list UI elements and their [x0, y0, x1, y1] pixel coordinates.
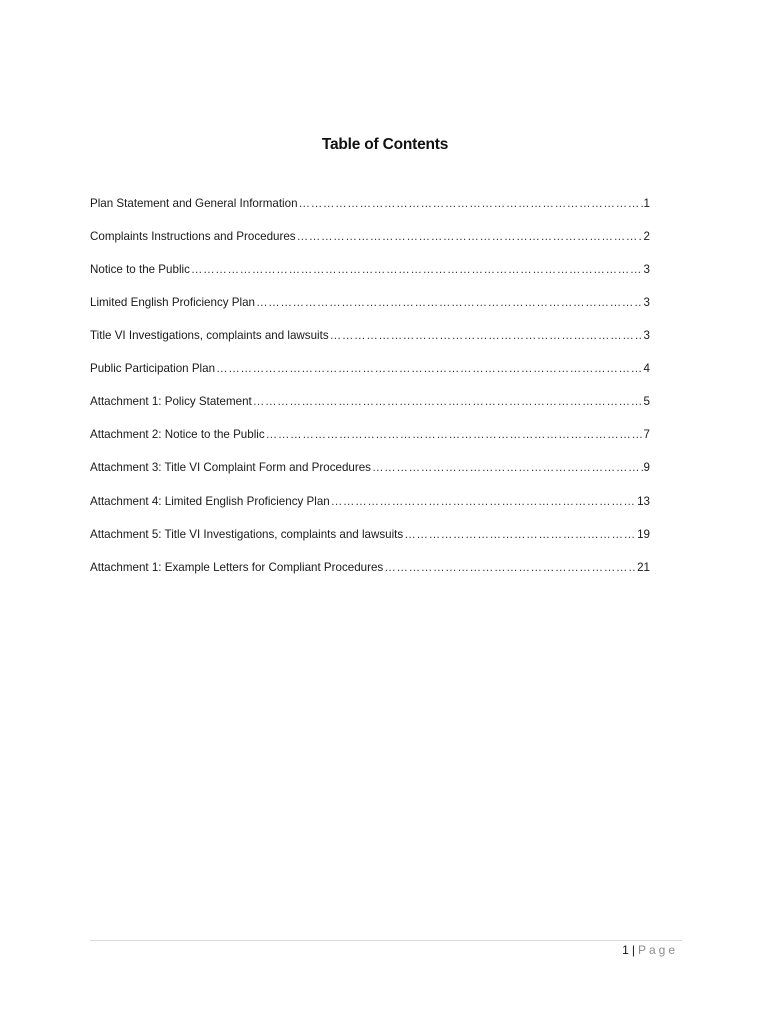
toc-entry[interactable]	[90, 362, 650, 395]
toc-dot-leader	[372, 461, 643, 474]
toc-entry-page: 4	[643, 362, 650, 375]
toc-entry-page: 21	[637, 561, 650, 574]
toc-entry-label: Limited English Proficiency Plan	[90, 296, 255, 309]
toc-entry[interactable]	[90, 329, 650, 362]
toc-dot-leader	[330, 329, 643, 342]
toc-entry-label: Attachment 5: Title VI Investigations, complaints and lawsuits	[90, 528, 404, 541]
toc-entry[interactable]	[90, 428, 650, 461]
toc-entry[interactable]	[90, 561, 650, 594]
toc-entry-page: 9	[643, 461, 650, 474]
toc-entry-page: 1	[643, 197, 650, 210]
toc-entry-page: 7	[643, 428, 650, 441]
toc-dot-leader	[299, 197, 643, 210]
page-footer	[622, 943, 678, 957]
footer-separator: |	[631, 943, 635, 957]
toc-entry[interactable]	[90, 461, 650, 495]
footer-page-number: 1	[622, 943, 629, 957]
table-of-contents	[90, 197, 650, 594]
toc-dot-leader	[384, 561, 636, 574]
toc-entry[interactable]	[90, 263, 650, 296]
toc-dot-leader	[216, 362, 643, 375]
toc-entry-label: Plan Statement and General Information	[90, 197, 298, 210]
toc-dot-leader	[256, 296, 643, 309]
toc-entry-page: 3	[643, 263, 650, 276]
toc-entry-page: 2	[643, 230, 650, 243]
toc-entry-label: Public Participation Plan	[90, 362, 216, 375]
footer-divider	[90, 940, 682, 941]
toc-entry-page: 13	[637, 494, 650, 508]
toc-entry-page: 3	[643, 296, 650, 309]
toc-entry-label: Attachment 1: Example Letters for Compliant Procedures	[90, 561, 384, 574]
toc-entry[interactable]	[90, 528, 650, 561]
toc-dot-leader	[253, 395, 643, 408]
toc-dot-leader	[266, 428, 643, 441]
toc-entry-label: Attachment 3: Title VI Complaint Form and Procedures	[90, 461, 371, 474]
toc-entry-label: Attachment 4: Limited English Proficiency Plan	[90, 494, 330, 508]
toc-entry-page: 5	[643, 395, 650, 408]
toc-entry[interactable]	[90, 296, 650, 329]
toc-entry[interactable]	[90, 197, 650, 230]
toc-entry-page: 3	[643, 329, 650, 342]
footer-page-word: Page	[637, 943, 678, 957]
toc-entry-label: Complaints Instructions and Procedures	[90, 230, 296, 243]
toc-entry-label: Attachment 2: Notice to the Public	[90, 428, 265, 441]
toc-dot-leader	[404, 528, 636, 541]
toc-entry-page: 19	[637, 528, 650, 541]
toc-entry[interactable]	[90, 230, 650, 263]
page-title: Table of Contents	[321, 136, 449, 154]
toc-entry-label: Attachment 1: Policy Statement	[90, 395, 252, 408]
toc-dot-leader	[331, 495, 636, 508]
toc-dot-leader	[191, 263, 643, 276]
toc-entry-label: Notice to the Public	[90, 263, 190, 276]
toc-entry-label: Title VI Investigations, complaints and lawsuits	[90, 329, 329, 342]
toc-entry[interactable]	[90, 395, 650, 428]
toc-entry[interactable]	[90, 495, 650, 529]
toc-dot-leader	[297, 230, 643, 243]
